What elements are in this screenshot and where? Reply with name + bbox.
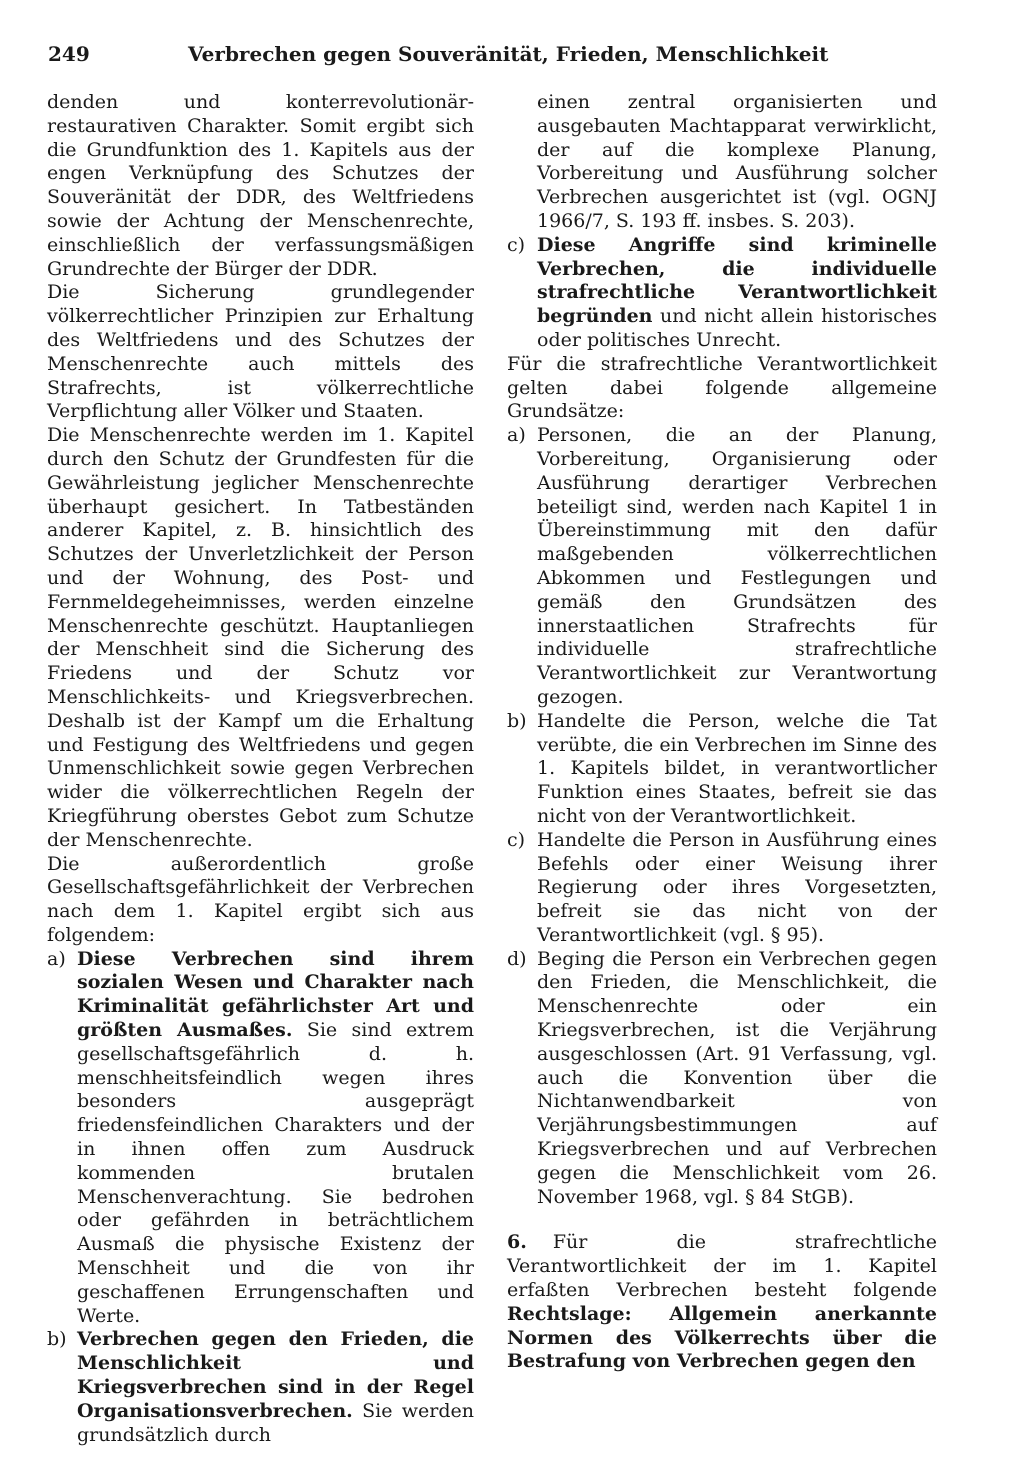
page-number: 249 xyxy=(48,42,90,66)
item-label: c) xyxy=(507,233,526,256)
item-text: Handelte die Person in Ausführung eines Befehls oder einer Weisung ihrer Regierung oder ihres Vorgesetzten, befreit sie das nicht von der Verantwortlichkeit (vgl. § 95). xyxy=(537,828,937,946)
item-text: und nicht allein historisches oder politisches Unrecht. xyxy=(537,305,937,351)
paragraph-1: denden und konterrevolutionär-restaurativen Charakter. Somit ergibt sich die Grundfunktion des 1. Kapitels aus der engen Verknüpfung des Schutzes der Souveränität der DDR, des Weltfriedens sowie der Achtung der Menschenrechte, einschließlich der verfassungsmäßigen Grundrechte der Bürger der DDR. xyxy=(47,91,474,280)
item-bold-text: Verbrechen gegen den Frieden, die Menschlichkeit und Kriegsverbrechen sind in der Regel Organisationsverbrechen. xyxy=(77,1328,474,1422)
paragraph-3: Die Menschenrechte werden im 1. Kapitel durch den Schutz der Grundfesten für die Gewährleistung jeglicher Menschenrechte überhaupt gesichert. In Tatbeständen anderer Kapitel, z. B. hinsichtlich des Schutzes der Unverletzlichkeit der Person und der Wohnung, des Post- und Fernmeldegeheimnisses, werden einzelne Menschenrechte geschützt. Hauptanliegen der Menschheit sind die Sicherung des Friedens und der Schutz vor Menschlichkeits- und Kriegsverbrechen. Deshalb ist der Kampf um die Erhaltung und Festigung des Weltfriedens und gegen Unmenschlichkeit sowie gegen Verbrechen wider die völkerrechtlichen Regeln der Kriegführung oberstes Gebot zum Schutze der Menschenrechte. xyxy=(47,424,474,851)
paragraph-4: Die außerordentlich große Gesellschaftsgefährlichkeit der Verbrechen nach dem 1. Kapitel ergibt sich aus folgendem: xyxy=(47,852,474,946)
list-item-c xyxy=(507,234,937,353)
principles-intro: Für die strafrechtliche Verantwortlichkeit gelten dabei folgende allgemeine Grundsätze: xyxy=(507,352,937,423)
principle-b xyxy=(507,710,937,829)
principle-d xyxy=(507,948,937,1210)
item-text: Sie werden grundsätzlich durch xyxy=(77,1399,474,1446)
continued-item-b: einen zentral organisierten und ausgebauten Machtapparat verwirklicht, der auf die komplexe Planung, Vorbereitung und Ausführung solcher Verbrechen ausgerichtet ist (vgl. OGNJ 1966/7, S. 193 ff. insbes. S. 203). xyxy=(537,91,937,232)
principle-a xyxy=(507,424,937,710)
item-label: a) xyxy=(507,424,526,447)
item-label: b) xyxy=(47,1328,67,1351)
item-bold-text: Diese Verbrechen sind ihrem sozialen Wesen und Charakter nach Kriminalität gefährlichster Art und größten Ausmaßes. xyxy=(77,947,474,1042)
item-bold-text: Diese Angriffe sind kriminelle Verbrechen, die individuelle strafrechtliche Verantwortlichkeit begründen xyxy=(537,233,937,328)
list-item-a xyxy=(47,948,474,1329)
item-label: d) xyxy=(507,947,527,970)
section-number: 6. xyxy=(507,1231,527,1254)
item-text: Handelte die Person, welche die Tat verübte, die ein Verbrechen im Sinne des 1. Kapitels bildet, in verantwortlicher Funktion eines Staates, befreit sie das nicht von der Verantwortlichkeit. xyxy=(537,709,937,827)
item-label: c) xyxy=(507,828,526,851)
item-label: b) xyxy=(507,709,527,732)
right-column xyxy=(507,91,937,1374)
running-title: Verbrechen gegen Souveränität, Frieden, Menschlichkeit xyxy=(188,42,829,66)
item-label: a) xyxy=(47,947,66,970)
left-column xyxy=(47,91,474,1447)
item-text: Beging die Person ein Verbrechen gegen den Frieden, die Menschlichkeit, die Menschenrechte oder ein Kriegsverbrechen, ist die Verjährung ausgeschlossen (Art. 91 Verfassung, vgl. auch die Konvention über die Nichtanwendbarkeit von Verjährungsbestimmungen auf Kriegsverbrechen und auf Verbrechen gegen die Menschlichkeit vom 26. November 1968, vgl. § 84 StGB). xyxy=(537,947,937,1208)
section-bold-text: Rechtslage: Allgemein anerkannte Normen des Völkerrechts über die Bestrafung von Verbrechen gegen den xyxy=(507,1302,937,1373)
item-text: Sie sind extrem gesellschaftsgefährlich d. h. menschheitsfeindlich wegen ihres besonders ausgeprägt friedensfeindlichen Charakters und der in ihnen offen zum Ausdruck kommenden brutalen Menschenverachtung. Sie bedrohen oder gefährden in beträchtlichem Ausmaß die physische Existenz der Menschheit und die von ihr geschaffenen Errungenschaften und Werte. xyxy=(77,1019,474,1327)
section-6 xyxy=(507,1231,937,1374)
item-text: Personen, die an der Planung, Vorbereitung, Organisierung oder Ausführung derartiger Verbrechen beteiligt sind, werden nach Kapitel 1 in Übereinstimmung mit den dafür maßgebenden völkerrechtlichen Abkommen und Festlegungen und gemäß den Grundsätzen des innerstaatlichen Strafrechts für individuelle strafrechtliche Verantwortlichkeit zur Verantwortung gezogen. xyxy=(537,424,937,708)
principle-c xyxy=(507,829,937,948)
section-text: Für die strafrechtliche Verantwortlichkeit der im 1. Kapitel erfaßten Verbrechen besteht folgende xyxy=(507,1231,937,1302)
list-item-b xyxy=(47,1328,474,1447)
paragraph-2: Die Sicherung grundlegender völkerrechtlicher Prinzipien zur Erhaltung des Weltfriedens und des Schutzes der Menschenrechte auch mittels des Strafrechts, ist völkerrechtliche Verpflichtung aller Völker und Staaten. xyxy=(47,281,474,423)
